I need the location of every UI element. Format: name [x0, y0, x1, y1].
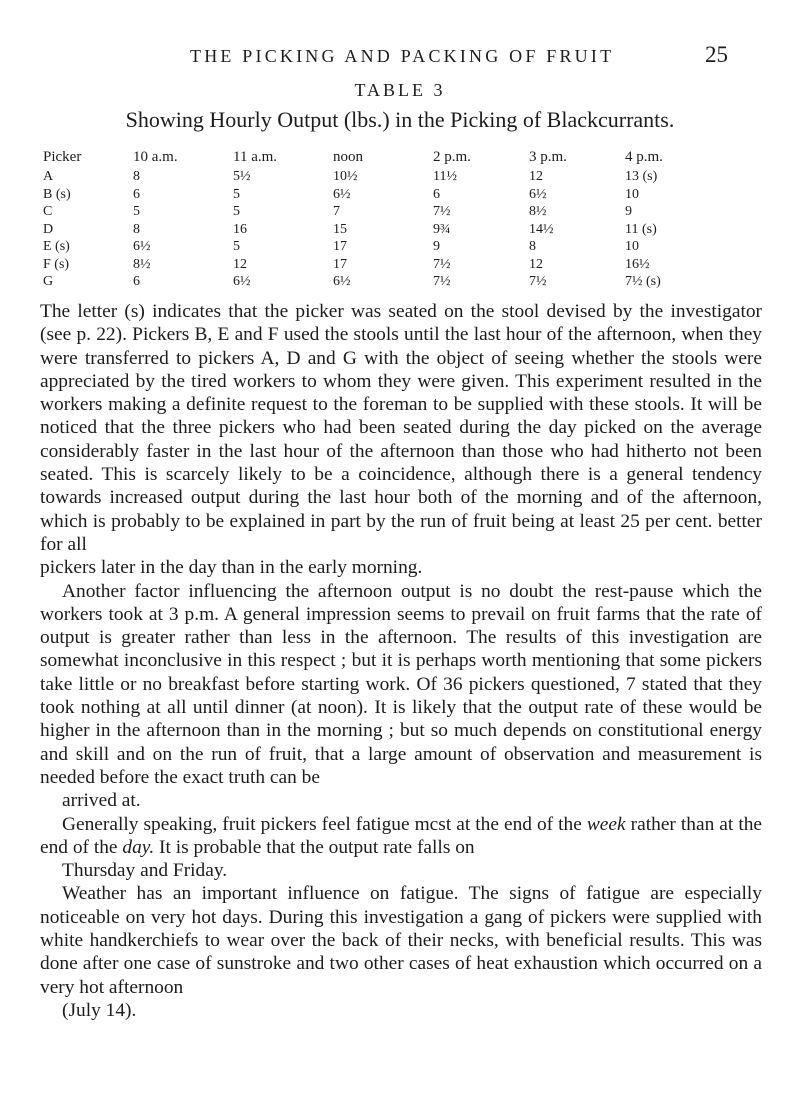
column-header: 10 a.m.: [133, 149, 178, 165]
table-header-row: [40, 146, 720, 168]
table-cell: 8½: [529, 204, 547, 219]
table-cell: 15: [333, 221, 347, 237]
table-cell: 14½: [529, 221, 554, 237]
paragraph-text: Another factor influencing the afternoon output is no doubt the rest-pause which the workers took at 3 p.m. A general impression seems to prevail on fruit farms that the rate of output is greater rather than less in the afternoon. The results of this investigation are somewhat inconclusive in this respect ; but it is perhaps worth mentioning that some pickers take little or no breakfast before starting work. Of 36 pickers questioned, 7 stated that they took nothing at all until dinner (at noon). It is likely that the output rate of these would be higher in the afternoon than in the morning ; but so much depends on constitutional energy and skill and on the run of fruit, that a large amount of observation and measurement is needed before the exact truth can be: [40, 580, 762, 788]
table-cell: 11½: [433, 169, 457, 184]
table-cell: 17: [333, 256, 347, 272]
picker-cell: E (s): [43, 239, 70, 254]
paragraph-stool-experiment: [40, 300, 762, 580]
table-cell: 9¾: [433, 221, 451, 237]
table-cell: 16½: [625, 256, 650, 272]
table-row: [40, 168, 720, 186]
table-cell: 8: [133, 169, 140, 184]
paragraph-text: Weather has an important influence on fatigue. The signs of fatigue are especially noticeable on very hot days. During this investigation a gang of pickers were supplied with white handkerchiefs to wear over the back of their necks, with beneficial results. This was done after one case of sunstroke and two other cases of heat exhaustion which occurred on a very hot afternoon: [40, 883, 762, 998]
table-cell: 12: [529, 169, 543, 184]
table-cell: 6½: [333, 274, 351, 289]
table-cell: 7: [333, 204, 340, 219]
column-header: 3 p.m.: [529, 149, 567, 165]
table-row: [40, 273, 720, 291]
table-cell: 6½: [133, 239, 151, 254]
table-cell: 10½: [333, 169, 358, 184]
table-cell: 8: [133, 221, 140, 237]
table-cell: 8½: [133, 256, 151, 272]
hourly-output-table: [40, 146, 720, 291]
running-head: [0, 42, 800, 72]
table-caption: Showing Hourly Output (lbs.) in the Picking of Blackcurrants.: [125, 107, 675, 132]
paragraph-last-line: Thursday and Friday.: [62, 860, 228, 882]
paragraph-text: rather than at the end of the: [40, 813, 763, 858]
table-cell: 10: [625, 186, 639, 202]
table-row: [40, 203, 720, 221]
picker-cell: C: [43, 204, 53, 219]
picker-cell: F (s): [43, 256, 70, 272]
table-cell: 5½: [233, 169, 251, 184]
emphasis-day: day.: [122, 836, 155, 858]
picker-cell: B (s): [43, 186, 71, 202]
paragraph-last-line: arrived at.: [62, 790, 141, 812]
table-cell: 7½: [433, 256, 451, 272]
table-cell: 12: [529, 256, 543, 272]
column-header: Picker: [43, 149, 82, 165]
column-header: 2 p.m.: [433, 149, 471, 165]
table-cell: 6: [133, 274, 140, 289]
table-cell: 6½: [233, 274, 251, 289]
table-cell: 5: [233, 204, 240, 219]
table-cell: 7½ (s): [625, 274, 661, 289]
table-cell: 6: [433, 186, 440, 202]
picker-cell: A: [43, 169, 54, 184]
table-row: [40, 256, 720, 274]
body-text: [40, 300, 762, 1022]
column-header: 11 a.m.: [233, 149, 278, 165]
table-cell: 9: [625, 204, 632, 219]
table-cell: 10: [625, 239, 639, 254]
table-cell: 7½: [529, 274, 547, 289]
table-row: [40, 238, 720, 256]
picker-cell: D: [43, 221, 54, 237]
table-cell: 6: [133, 186, 140, 202]
table-cell: 5: [233, 186, 240, 202]
paragraph-text: It is probable that the output rate falls on: [159, 836, 475, 858]
paragraph-text: The letter (s) indicates that the picker was seated on the stool devised by the investigator (see p. 22). Pickers B, E and F used the stools until the last hour of the afternoon, when they were transferred to pickers A, D and G with the object of seeing whether the stools were appreciated by the tired workers to whom they were given. This experiment resulted in the workers making a definite request to the foreman to be supplied with these stools. It will be noticed that the three pickers who had been seated during the day picked on the average considerably faster in the last hour of the afternoon than those who had hitherto not been seated. This is scarcely likely to be a coincidence, although there is a general tendency towards increased output during the last hour both of the morning and of the afternoon, which is probably to be explained in part by the run of fruit being at least 25 per cent. better for all: [40, 301, 762, 555]
table-cell: 9: [433, 239, 440, 254]
paragraph-text: Generally speaking, fruit pickers feel fatigue mcst at the end of the: [62, 813, 582, 835]
table-cell: 7½: [433, 204, 451, 219]
table-row: [40, 221, 720, 239]
table-cell: 5: [133, 204, 140, 219]
table-cell: 13 (s): [625, 169, 658, 184]
paragraph-fatigue-week: [40, 813, 762, 883]
table-label: TABLE 3: [354, 80, 446, 100]
table-cell: 8: [529, 239, 536, 254]
column-header: noon: [333, 149, 363, 165]
table-cell: 6½: [529, 186, 547, 202]
table-cell: 11 (s): [625, 221, 657, 237]
emphasis-week: week: [586, 813, 626, 835]
column-header: 4 p.m.: [625, 149, 663, 165]
paragraph-weather: [40, 882, 762, 1022]
picker-cell: G: [43, 274, 54, 289]
table-row: [40, 186, 720, 204]
paragraph-last-line: pickers later in the day than in the early morning.: [40, 557, 423, 579]
table-cell: 6½: [333, 186, 351, 202]
paragraph-last-line: (July 14).: [62, 999, 137, 1021]
table-cell: 16: [233, 221, 247, 237]
table-cell: 17: [333, 239, 347, 254]
paragraph-rest-pause: [40, 580, 762, 813]
table-cell: 7½: [433, 274, 451, 289]
page-number: 25: [705, 42, 728, 67]
running-title: THE PICKING AND PACKING OF FRUIT: [190, 46, 615, 66]
table-cell: 12: [233, 256, 247, 272]
table-cell: 5: [233, 239, 240, 254]
